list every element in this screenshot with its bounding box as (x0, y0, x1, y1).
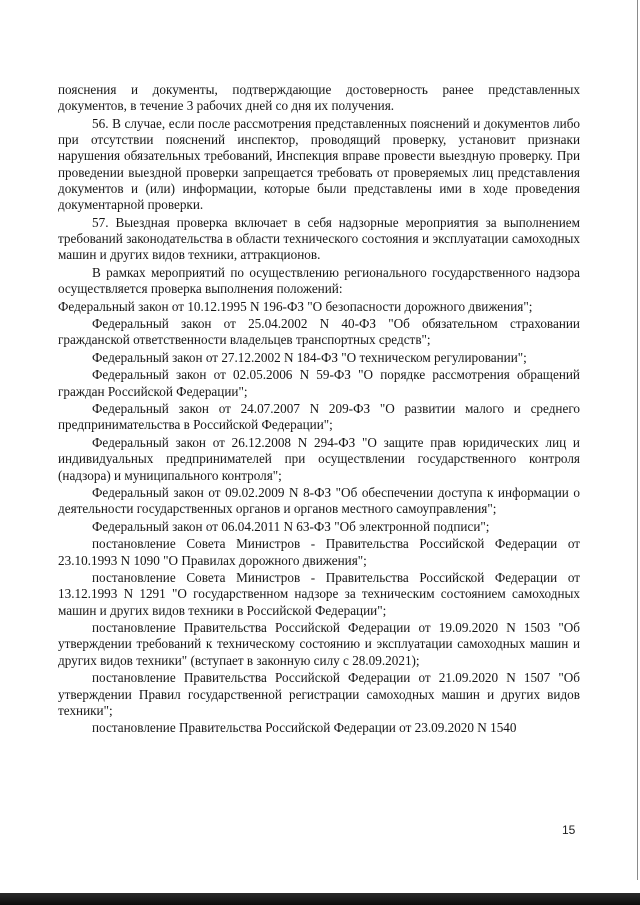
scan-edge-line (637, 0, 638, 880)
page-number: 15 (562, 823, 576, 837)
document-body (58, 82, 580, 738)
paragraph-56: 56. В случае, если после рассмотрения представленных пояснений и документов либо при отсутствии пояснений инспектор, проводящий проверку, установит признаки нарушения обязательных требований, Инспекция вправе провести выездную проверку. При проведении выездной проверки запрещается требовать от проверяемых лиц представления документов и (или) информации, которые были представлены ими в ходе проведения документарной проверки. (58, 115, 580, 213)
law-184-fz: Федеральный закон от 27.12.2002 N 184-ФЗ "О техническом регулировании"; (92, 349, 527, 365)
decree-1291: постановление Совета Министров - Правительства Российской Федерации от 13.12.1993 N 1291 "О государственном надзоре за техническим состоянием самоходных машин и других видов техники в Российской Федерации"; (58, 570, 580, 618)
law-209-fz: Федеральный закон от 24.07.2007 N 209-ФЗ "О развитии малого и среднего предпринимательства в Российской Федерации"; (58, 401, 580, 433)
paragraph-scope: В рамках мероприятий по осуществлению регионального государственного надзора осуществляется проверка выполнения положений: (58, 264, 580, 297)
scan-bottom-border (0, 893, 640, 905)
decree-1090: постановление Совета Министров - Правительства Российской Федерации от 23.10.1993 N 1090 "О Правилах дорожного движения"; (58, 536, 580, 568)
decree-1503: постановление Правительства Российской Федерации от 19.09.2020 N 1503 "Об утверждении требований к техническому состоянию и эксплуатации самоходных машин и других видов техники" (вступает в законную силу с 28.09.2021); (58, 620, 580, 668)
paragraph-continuation: пояснения и документы, подтверждающие достоверность ранее представленных документов, в течение 3 рабочих дней со дня их получения. (58, 82, 580, 114)
law-8-fz: Федеральный закон от 09.02.2009 N 8-ФЗ "Об обеспечении доступа к информации о деятельности государственных органов и органов местного самоуправления"; (58, 485, 580, 517)
law-59-fz: Федеральный закон от 02.05.2006 N 59-ФЗ "О порядке рассмотрения обращений граждан Российской Федерации"; (58, 367, 580, 399)
law-294-fz: Федеральный закон от 26.12.2008 N 294-ФЗ "О защите прав юридических лиц и индивидуальных предпринимателей при осуществлении государственного контроля (надзора) и муниципального контроля"; (58, 434, 580, 483)
decree-1507: постановление Правительства Российской Федерации от 21.09.2020 N 1507 "Об утверждении Правил государственной регистрации самоходных машин и других видов техники"; (58, 670, 580, 718)
law-40-fz: Федеральный закон от 25.04.2002 N 40-ФЗ "Об обязательном страховании гражданской ответственности владельцев транспортных средств"; (58, 316, 580, 348)
law-63-fz: Федеральный закон от 06.04.2011 N 63-ФЗ "Об электронной подписи"; (92, 518, 490, 534)
law-196-fz: Федеральный закон от 10.12.1995 N 196-ФЗ "О безопасности дорожного движения"; (58, 298, 533, 314)
paragraph-57: 57. Выездная проверка включает в себя надзорные мероприятия за выполнением требований законодательства в области технического состояния и эксплуатации самоходных машин и других видов техники, аттракционов. (58, 214, 580, 263)
decree-1540: постановление Правительства Российской Федерации от 23.09.2020 N 1540 (92, 720, 517, 736)
